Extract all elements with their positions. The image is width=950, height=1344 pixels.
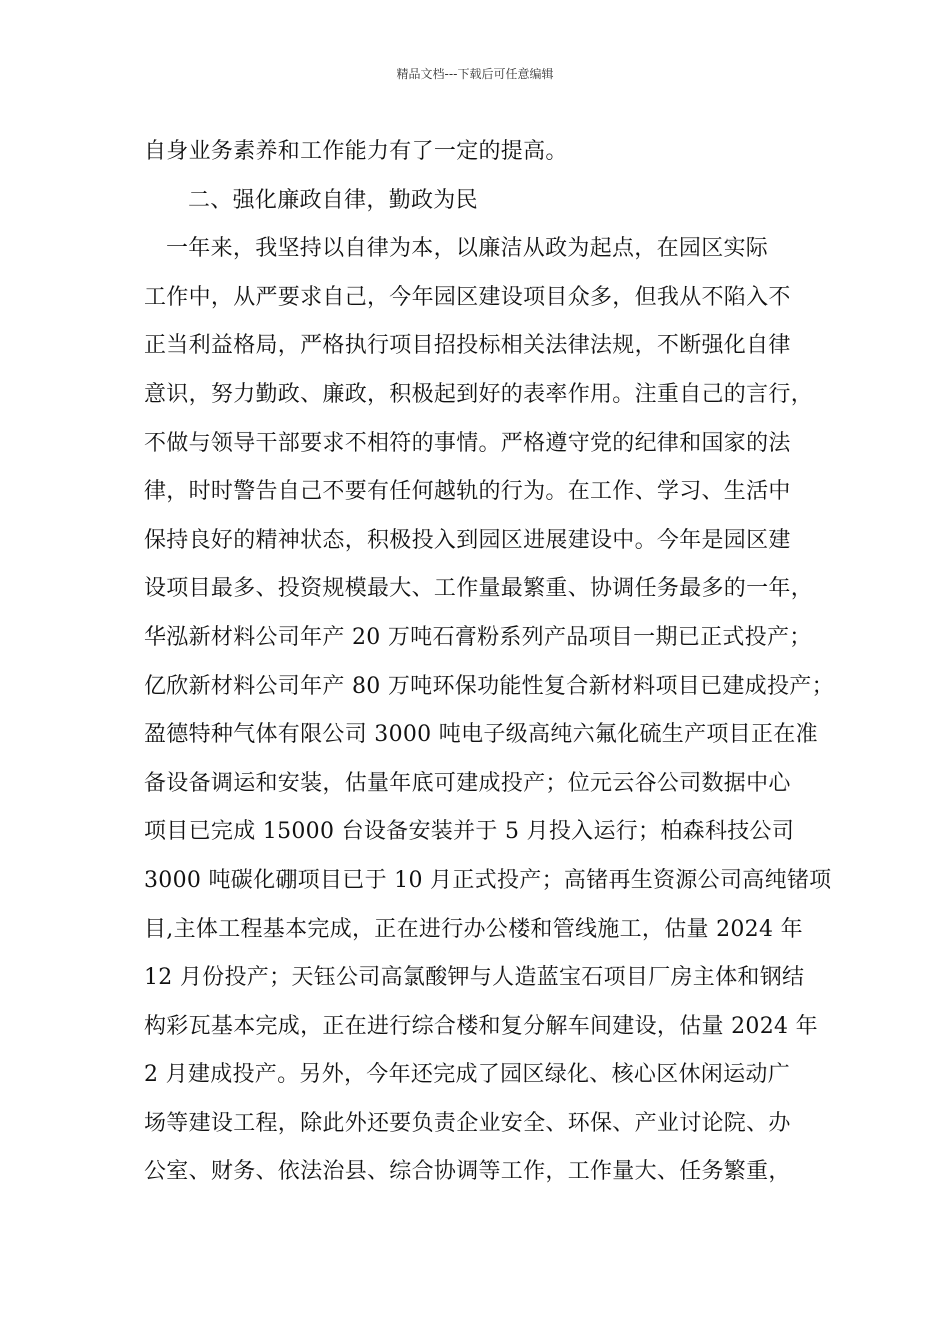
text-line: 3000 吨碳化硼项目已于 10 月正式投产；高锗再生资源公司高纯锗项 — [144, 867, 832, 893]
text-line: 律，时时警告自己不要有任何越轨的行为。在工作、学习、生活中 — [144, 479, 791, 505]
text-line: 盈德特种气体有限公司 3000 吨电子级高纯六氟化硫生产项目正在准 — [144, 722, 818, 748]
text-line: 不做与领导干部要求不相符的事情。严格遵守党的纪律和国家的法 — [144, 430, 791, 456]
text-line: 2 月建成投产。另外，今年还完成了园区绿化、核心区休闲运动广 — [144, 1062, 790, 1088]
text-line: 工作中，从严要求自己，今年园区建设项目众多，但我从不陷入不 — [144, 284, 791, 310]
text-line: 项目已完成 15000 台设备安装并于 5 月投入运行；柏森科技公司 — [144, 819, 795, 845]
text-line: 目,主体工程基本完成，正在进行办公楼和管线施工，估量 2024 年 — [144, 916, 803, 942]
text-line: 华泓新材料公司年产 20 万吨石膏粉系列产品项目一期已正式投产； — [144, 624, 812, 650]
text-line: 公室、财务、依法治县、综合协调等工作，工作量大、任务繁重， — [144, 1159, 791, 1185]
text-line: 保持良好的精神状态，积极投入到园区进展建设中。今年是园区建 — [144, 527, 791, 553]
text-line: 设项目最多、投资规模最大、工作量最繁重、协调任务最多的一年， — [144, 576, 814, 602]
text-line: 场等建设工程，除此外还要负责企业安全、环保、产业讨论院、办 — [144, 1110, 791, 1136]
section-heading: 二、强化廉政自律，勤政为民 — [188, 187, 478, 213]
text-line: 亿欣新材料公司年产 80 万吨环保功能性复合新材料项目已建成投产； — [144, 673, 834, 699]
text-line: 意识，努力勤政、廉政，积极起到好的表率作用。注重自己的言行， — [144, 381, 814, 407]
text-line: 构彩瓦基本完成，正在进行综合楼和复分解车间建设，估量 2024 年 — [144, 1013, 818, 1039]
text-line: 自身业务素养和工作能力有了一定的提高。 — [144, 139, 568, 164]
page-header: 精品文档---下载后可任意编辑 — [396, 67, 554, 81]
text-line: 正当利益格局，严格执行项目招投标相关法律法规，不断强化自律 — [144, 333, 791, 359]
document-body — [144, 128, 834, 1197]
text-line: 12 月份投产；天钰公司高氯酸钾与人造蓝宝石项目厂房主体和钢结 — [144, 965, 805, 991]
text-line: 备设备调运和安装，估量年底可建成投产；位元云谷公司数据中心 — [144, 770, 791, 796]
paragraph-first-line: 一年来，我坚持以自律为本，以廉洁从政为起点，在园区实际 — [166, 236, 769, 262]
